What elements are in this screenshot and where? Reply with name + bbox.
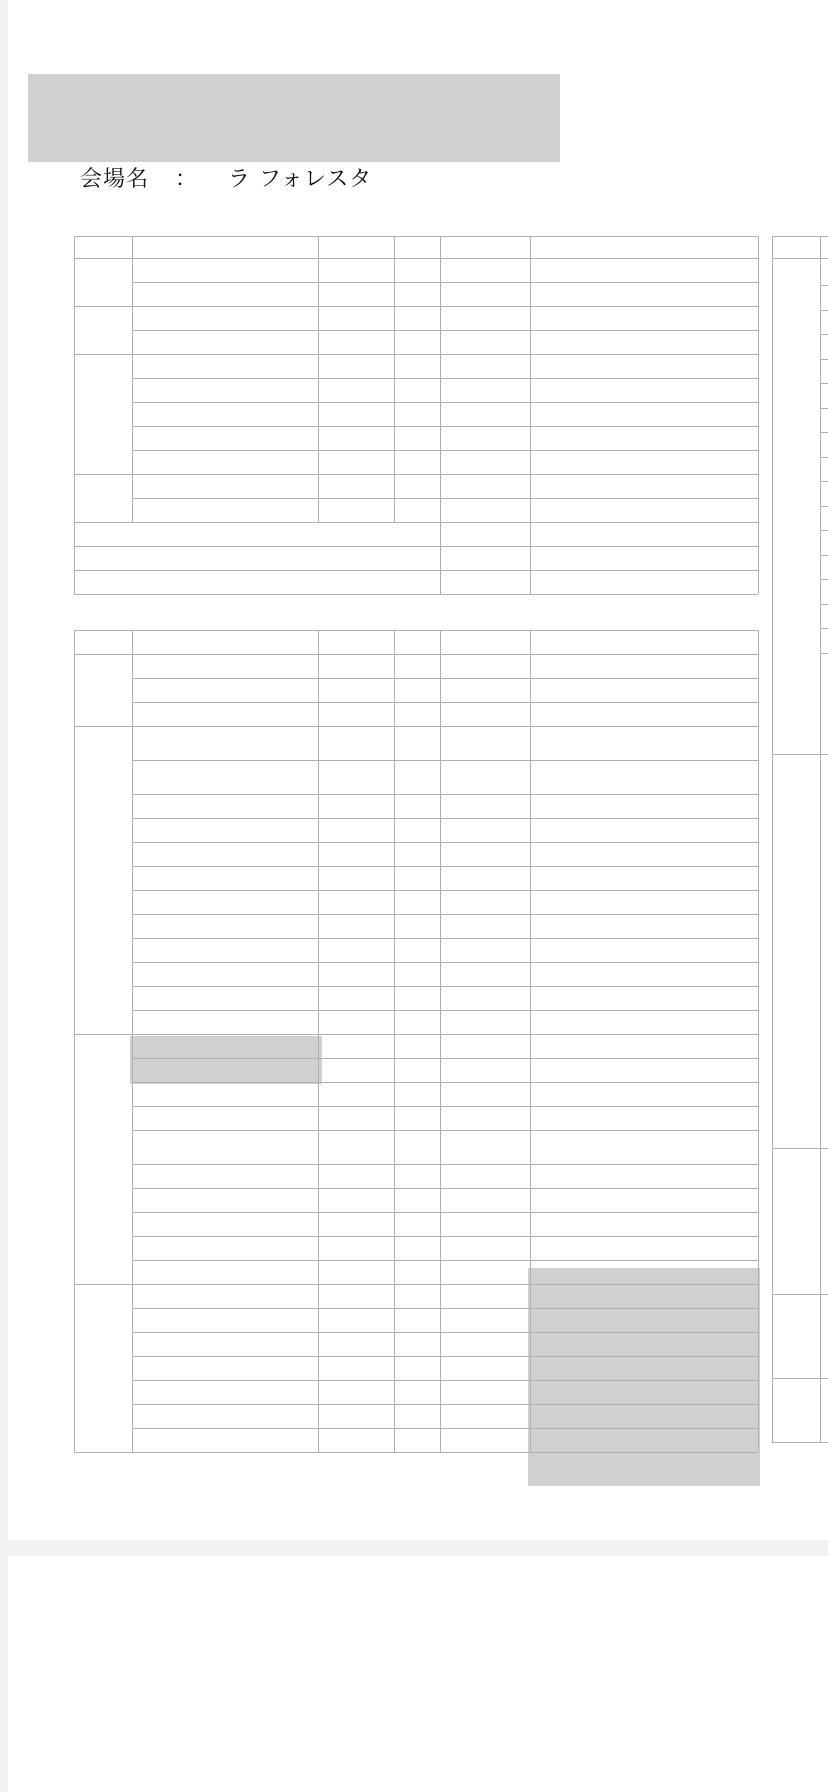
grid-line [74,1452,758,1453]
category-label [74,258,132,306]
column-header [132,630,318,654]
line-item-quantity [394,1404,440,1428]
line-item-amount [440,450,530,474]
edge-cell-text [821,360,828,382]
line-item-unit-price [318,760,394,794]
grid-line [772,1442,828,1443]
line-item-note [530,1188,758,1212]
line-item-note [530,1380,758,1404]
line-item-amount [440,818,530,842]
line-item-quantity [394,1106,440,1130]
line-item-name [132,1188,318,1212]
line-item-unit-price [318,1082,394,1106]
line-item-amount [440,1236,530,1260]
line-item-note [530,1106,758,1130]
line-item-unit-price [318,1236,394,1260]
line-item-amount [440,760,530,794]
line-item-quantity [394,1010,440,1034]
line-item-unit-price [318,726,394,760]
line-item-quantity [394,1356,440,1380]
line-item-quantity [394,818,440,842]
line-item-name [132,1284,318,1308]
line-item-name [132,1380,318,1404]
line-item-note [530,678,758,702]
line-item-name [132,1082,318,1106]
venue-colon: ： [175,167,199,192]
venue-name: ラ フォレスタ [228,167,373,192]
subtotal-label [74,546,394,570]
grid-line [74,630,758,631]
subtotal-amount [440,570,530,594]
grid-line [74,630,75,1452]
line-item-quantity [394,842,440,866]
grid-line [440,630,441,1452]
line-item-unit-price [318,842,394,866]
line-item-unit-price [318,1380,394,1404]
line-item-name [132,258,318,282]
line-item-amount [440,1188,530,1212]
column-header [440,630,530,654]
line-item-note [530,760,758,794]
line-item-quantity [394,378,440,402]
line-item-unit-price [318,306,394,330]
line-item-amount [440,498,530,522]
line-item-name [132,330,318,354]
line-item-quantity [394,1236,440,1260]
edge-cell-text [821,287,828,309]
line-item-quantity [394,282,440,306]
line-item-unit-price [318,938,394,962]
category-label [74,354,132,474]
line-item-name [132,1404,318,1428]
line-item-note [530,726,758,760]
line-item-note [530,962,758,986]
line-item-unit-price [318,1164,394,1188]
line-item-unit-price [318,474,394,498]
line-item-note [530,1164,758,1188]
line-item-name [132,962,318,986]
line-item-name [132,914,318,938]
line-item-amount [440,794,530,818]
line-item-quantity [394,1428,440,1452]
line-item-name [132,306,318,330]
line-item-amount [440,1260,530,1284]
line-item-name [132,842,318,866]
line-item-note [530,702,758,726]
line-item-note [530,986,758,1010]
line-item-name [132,1058,318,1082]
line-item-name [132,726,318,760]
line-item-note [530,330,758,354]
edge-cell-text [821,581,828,603]
line-item-note [530,1308,758,1332]
line-item-unit-price [318,1356,394,1380]
edge-cell-text [821,409,828,431]
line-item-name [132,890,318,914]
category-label [772,1378,820,1442]
category-label [74,1284,132,1452]
line-item-quantity [394,1308,440,1332]
grid-line [820,653,828,654]
line-item-unit-price [318,1010,394,1034]
edge-cell-text [821,458,828,480]
venue-label: 会場名 [80,167,150,192]
next-page [8,1556,828,1792]
category-label [74,474,132,522]
line-item-unit-price [318,1058,394,1082]
line-item-amount [440,726,530,760]
line-item-name [132,760,318,794]
line-item-note [530,1082,758,1106]
line-item-amount [440,354,530,378]
line-item-name [132,1332,318,1356]
line-item-amount [440,306,530,330]
edge-cell-text [821,605,828,627]
line-item-amount [440,890,530,914]
line-item-name [132,702,318,726]
line-item-quantity [394,330,440,354]
line-item-name [132,794,318,818]
grid-line [318,630,319,1452]
line-item-amount [440,402,530,426]
line-item-quantity [394,702,440,726]
line-item-unit-price [318,1130,394,1164]
line-item-note [530,1260,758,1284]
line-item-name [132,1130,318,1164]
line-item-amount [440,1332,530,1356]
category-label [74,654,132,726]
line-item-name [132,1164,318,1188]
edge-cell-text [821,262,828,284]
line-item-note [530,1404,758,1428]
line-item-name [132,654,318,678]
line-item-name [132,1356,318,1380]
line-item-unit-price [318,962,394,986]
line-item-quantity [394,1034,440,1058]
column-header [74,630,132,654]
line-item-amount [440,1308,530,1332]
edge-cell-text [821,507,828,529]
line-item-quantity [394,1058,440,1082]
line-item-unit-price [318,1212,394,1236]
grid-line [318,236,319,522]
line-item-unit-price [318,914,394,938]
grid-line [758,236,759,594]
line-item-note [530,1284,758,1308]
line-item-amount [440,426,530,450]
line-item-note [530,426,758,450]
line-item-quantity [394,1164,440,1188]
line-item-unit-price [318,258,394,282]
line-item-name [132,426,318,450]
line-item-amount [440,842,530,866]
line-item-name [132,866,318,890]
subtotal-label [74,522,394,546]
line-item-quantity [394,794,440,818]
line-item-amount [440,866,530,890]
line-item-name [132,1308,318,1332]
category-label [772,258,820,754]
line-item-note [530,1212,758,1236]
line-item-note [530,1332,758,1356]
line-item-amount [440,1164,530,1188]
line-item-name [132,354,318,378]
edge-cell-text [821,532,828,554]
line-item-unit-price [318,678,394,702]
line-item-unit-price [318,1428,394,1452]
document-page [8,0,828,1540]
line-item-unit-price [318,1332,394,1356]
line-item-note [530,258,758,282]
column-header [530,630,758,654]
category-label [772,1148,820,1294]
line-item-amount [440,702,530,726]
grid-line [440,236,441,594]
line-item-unit-price [318,498,394,522]
line-item-name [132,498,318,522]
grid-line [74,594,758,595]
line-item-note [530,474,758,498]
line-item-unit-price [318,890,394,914]
line-item-amount [440,1284,530,1308]
line-item-name [132,818,318,842]
line-item-amount [440,378,530,402]
line-item-quantity [394,402,440,426]
column-header [74,236,132,258]
line-item-quantity [394,306,440,330]
line-item-amount [440,474,530,498]
subtotal-amount [440,546,530,570]
grid-line [530,236,531,594]
edge-cell-text [821,336,828,358]
line-item-note [530,890,758,914]
line-item-amount [440,1212,530,1236]
line-item-name [132,282,318,306]
line-item-quantity [394,1188,440,1212]
line-item-name [132,402,318,426]
line-item-unit-price [318,426,394,450]
line-item-note [530,654,758,678]
line-item-amount [440,330,530,354]
line-item-note [530,1236,758,1260]
line-item-note [530,1130,758,1164]
line-item-unit-price [318,1260,394,1284]
line-item-name [132,1428,318,1452]
line-item-unit-price [318,354,394,378]
line-item-quantity [394,450,440,474]
line-item-quantity [394,654,440,678]
grid-line [394,630,395,1452]
line-item-note [530,306,758,330]
category-label [772,754,820,1148]
grid-line [74,236,758,237]
line-item-name [132,1106,318,1130]
line-item-quantity [394,1082,440,1106]
line-item-note [530,402,758,426]
line-item-quantity [394,1212,440,1236]
line-item-quantity [394,498,440,522]
line-item-amount [440,1106,530,1130]
line-item-unit-price [318,818,394,842]
subtotal-label [74,570,394,594]
line-item-name [132,1260,318,1284]
line-item-note [530,818,758,842]
line-item-note [530,1010,758,1034]
line-item-quantity [394,914,440,938]
line-item-unit-price [318,1308,394,1332]
line-item-note [530,354,758,378]
category-label [74,306,132,354]
line-item-name [132,1212,318,1236]
line-item-unit-price [318,1106,394,1130]
grid-line [132,236,133,522]
line-item-name [132,938,318,962]
subtotal-amount [440,522,530,546]
line-item-amount [440,1356,530,1380]
edge-cell-text [821,434,828,456]
column-header [394,630,440,654]
line-item-note [530,378,758,402]
line-item-note [530,1356,758,1380]
line-item-amount [440,654,530,678]
line-item-name [132,378,318,402]
line-item-amount [440,962,530,986]
edge-cell-text [821,385,828,407]
line-item-quantity [394,890,440,914]
line-item-unit-price [318,282,394,306]
grid-line [758,630,759,1452]
line-item-name [132,474,318,498]
grid-line [132,630,133,1452]
line-item-note [530,794,758,818]
line-item-name [132,986,318,1010]
line-item-unit-price [318,794,394,818]
line-item-quantity [394,474,440,498]
column-header [318,630,394,654]
venue-title [80,162,372,193]
line-item-quantity [394,866,440,890]
column-header [132,236,318,258]
line-item-unit-price [318,866,394,890]
line-item-note [530,938,758,962]
line-item-amount [440,1058,530,1082]
line-item-quantity [394,678,440,702]
edge-cell-text [821,483,828,505]
line-item-note [530,1058,758,1082]
line-item-note [530,450,758,474]
line-item-quantity [394,1284,440,1308]
line-item-unit-price [318,1404,394,1428]
line-item-name [132,1034,318,1058]
line-item-name [132,678,318,702]
line-item-amount [440,1130,530,1164]
line-item-quantity [394,1380,440,1404]
line-item-amount [440,914,530,938]
line-item-amount [440,1380,530,1404]
line-item-quantity [394,938,440,962]
category-label [74,726,132,1034]
line-item-amount [440,986,530,1010]
line-item-amount [440,1082,530,1106]
line-item-amount [440,1034,530,1058]
grid-line [394,236,395,522]
redacted-area-top [28,74,560,162]
column-header [440,236,530,258]
grid-line [530,630,531,1452]
line-item-unit-price [318,1188,394,1212]
line-item-unit-price [318,402,394,426]
line-item-quantity [394,1260,440,1284]
line-item-note [530,498,758,522]
line-item-note [530,842,758,866]
line-item-name [132,1236,318,1260]
line-item-note [530,866,758,890]
line-item-unit-price [318,986,394,1010]
line-item-quantity [394,426,440,450]
category-label [74,1034,132,1284]
line-item-amount [440,258,530,282]
line-item-amount [440,282,530,306]
line-item-unit-price [318,450,394,474]
line-item-quantity [394,986,440,1010]
line-item-amount [440,1010,530,1034]
line-item-note [530,1034,758,1058]
column-header [318,236,394,258]
line-item-quantity [394,962,440,986]
line-item-unit-price [318,1284,394,1308]
line-item-amount [440,1404,530,1428]
edge-cell-text [821,311,828,333]
line-item-note [530,282,758,306]
edge-cell-text [821,556,828,578]
line-item-amount [440,678,530,702]
line-item-unit-price [318,654,394,678]
grid-line [74,236,75,594]
line-item-unit-price [318,1034,394,1058]
line-item-amount [440,938,530,962]
line-item-quantity [394,1332,440,1356]
line-item-quantity [394,726,440,760]
line-item-name [132,450,318,474]
line-item-amount [440,1428,530,1452]
line-item-note [530,1428,758,1452]
line-item-unit-price [318,702,394,726]
line-item-quantity [394,760,440,794]
edge-cell-text [821,630,828,652]
column-header [772,236,820,258]
category-label [772,1294,820,1378]
line-item-quantity [394,258,440,282]
line-item-quantity [394,1130,440,1164]
line-item-note [530,914,758,938]
line-item-unit-price [318,378,394,402]
column-header [530,236,758,258]
column-header [394,236,440,258]
line-item-name [132,1010,318,1034]
line-item-unit-price [318,330,394,354]
line-item-quantity [394,354,440,378]
